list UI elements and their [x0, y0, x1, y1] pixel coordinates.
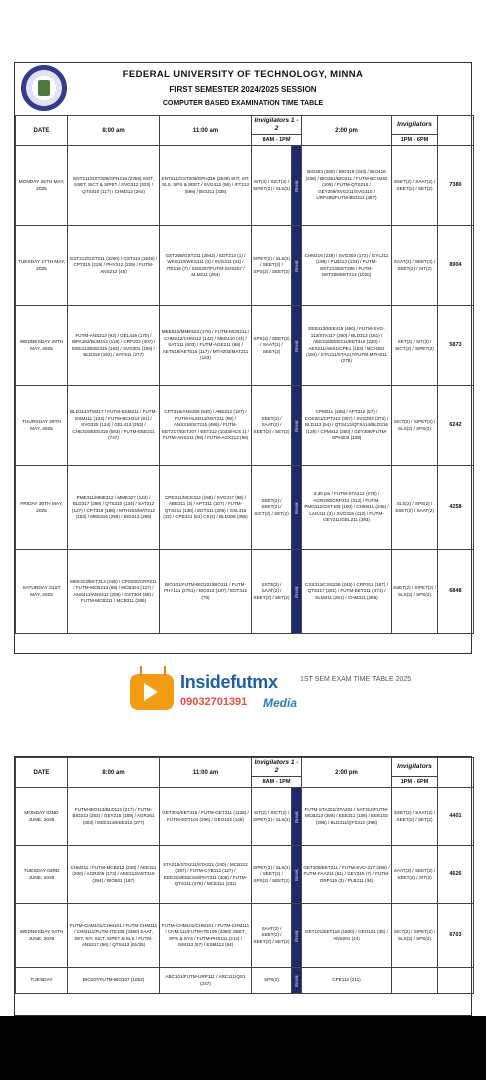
- student-count-cell: [438, 968, 474, 994]
- slot-2pm-cell: CPM211 (185) / APT312 (57) / COS201/CPT212 (357) / SVG303 (372) / BLD113 (54) / QTS413/QTS414/BLD316 (128) / CPM412 (350) / GEY308/FUTM-GPH203 (108): [302, 386, 392, 466]
- invigilators-pm-cell: SET(2) / SIT(2) / SICT(2) / SIPET(2): [392, 306, 438, 386]
- watermark-phone: 09032701391: [180, 696, 248, 708]
- date-cell: TUESDAY 03RD JUNE, 2025: [16, 846, 68, 904]
- timetable-week-2: [15, 757, 474, 994]
- invigilators-am-cell: SEET(2) / SAAT(2) / SEET(2) / SET(2): [252, 386, 292, 466]
- top-band: [0, 0, 486, 52]
- invigilators-pm-cell: SAAT(3) / SEET(2) / SEET(2) / SIT(2): [392, 846, 438, 904]
- slot-2pm-cell: 2:30 pm / FUTM-STA212 (276) / AGR200/CRP212 (312) / FUTM-PMG112/GST105 (100) / CHM411 (245) / LAG411 (3) / SVG316 (112) / FUTM-GEY211/GEL211 (293): [302, 466, 392, 550]
- invigilators-am-cell: SIPET(2) / SLS(2) / SEET(2) / SPS(2) / SEET(2): [252, 226, 292, 306]
- table-row: [16, 386, 474, 466]
- col-inv-am-time-2: 8AM - 1PM: [252, 777, 302, 788]
- table-row: [16, 466, 474, 550]
- col-date-2: DATE: [16, 758, 68, 788]
- table-row: [16, 226, 474, 306]
- student-count-cell: 6703: [438, 904, 474, 968]
- break-cell: Break: [292, 968, 302, 994]
- slot-11am-cell: GST208/GST211 (2942) / EDT213 (1) / WKS110/WKS111 (3) / SVG311 (31) / ITE116 (7) / SOS207/FUTM-SOS207 / SLM211 (264): [160, 226, 252, 306]
- table-row: [16, 146, 474, 226]
- student-count-cell: 5873: [438, 306, 474, 386]
- invigilators-pm-cell: [392, 968, 438, 994]
- timetable-week-1: [15, 115, 474, 634]
- date-cell: THURSDAY 29TH MAY, 2025: [16, 386, 68, 466]
- table-row: [16, 968, 474, 994]
- invigilators-am-cell: SPS(2) / SEET(2) / SAAT(2) / SEET(2): [252, 306, 292, 386]
- slot-2pm-cell: EEE413/EEE418 (460) / FUTM-SVG-113/STA117 (260) / BLD312 (161) / AEE315/EEE411/EET315 (220) / AES211/AES1/CPE1 (153) / BCH381 (194) / STA211/STA217/FUTM-MTH211 (278): [302, 306, 392, 386]
- invigilators-pm-cell: SSET(2) / SAAT(2) / SEET(2) / SET(2): [392, 146, 438, 226]
- invigilators-pm-cell: SICT(2) / SIPET(2) / SLS(2) / SPS(2): [392, 904, 438, 968]
- slot-11am-cell: STA215/STA211/STA221 (240) / MCB312 (367) / FUTM-CYB112 (127) / EEE315/EEE316/PHY311 (408) / FUTM-QTS111 (276) / MCE311 (231): [160, 846, 252, 904]
- session-title: FIRST SEMESTER 2024/2025 SESSION: [169, 85, 317, 94]
- date-cell: TUESDAY: [16, 968, 68, 994]
- date-cell: MONDAY 26TH MAY, 2025: [16, 146, 68, 226]
- col-invigilators-pm-2: Invigilators: [392, 758, 438, 777]
- university-title: FEDERAL UNIVERSITY OF TECHNOLOGY, MINNA: [122, 69, 364, 80]
- invigilators-pm-cell: SSET(2) / SIPET(2) / SLS(2) / SPS(2): [392, 550, 438, 634]
- invigilators-pm-cell: SAAT(3) / SEET(2) / SEET(2) / SIT(2): [392, 226, 438, 306]
- watermark-caption: 1ST SEM EXAM TIME TABLE 2025: [300, 676, 412, 683]
- break-cell: Break: [292, 550, 302, 634]
- student-count-cell: 6242: [438, 386, 474, 466]
- slot-11am-cell: CPT316/ANS206 (540) / ABE312 (187) / FUTM-HLM211/NST211 (99) / ANS318/SIT215 (486) / FUTM-EET217/EET207 / EET212 (1033/HCS 1) / FUTM-ANS211 (99) / FUTM-AGX212 (59): [160, 386, 252, 466]
- slot-2pm-cell: GET101/EET118 (1500) / GEO101 (35) / ANS201 (44): [302, 904, 392, 968]
- invigilators-pm-cell: SICT(2) / SIPET(2) / SLS(2) / SPS(2): [392, 386, 438, 466]
- student-count-cell: 8904: [438, 226, 474, 306]
- slot-8am-cell: CHM211 / FUTM-MCB212 (238) / AEE311 (200) / AGR205 (173) / AEE313/AET316 (264) / BIO501 (187): [68, 846, 160, 904]
- date-cell: MONDAY 02ND JUNE, 2025: [16, 788, 68, 846]
- invigilators-am-cell: SIPET(2) / SLS(2) / SEET(2) / SPS(2) / SEET(2): [252, 846, 292, 904]
- table-row: [16, 306, 474, 386]
- slot-8am-cell: FUTM-CHM101/CHM101 / FUTM-CHM111 / CHM111/FUTM-ITE105 (3360) SAAT, SET, SIT, SICT, SIPET & SLS / FUTM-ANS217 (56) / QTS413 (61/35): [68, 904, 160, 968]
- slot-8am-cell: MEE313/EET313 (236) / CPS200/CRP211 / FUTM-MCB213 (69) / MCB324 (127) / ANS413/ANS411 (209) / GST304 (59) / FUTM-MCB311 / MCB311 (285): [68, 550, 160, 634]
- col-invigilators-pm: Invigilators: [392, 116, 438, 135]
- col-inv-pm-time-2: 1PM - 6PM: [392, 777, 438, 788]
- slot-2pm-cell: BIO253 (280) / BIO319 (343) / BIO416 (238) / BIO381/BIO311 / FUTM-BCH252 (109) / FUTM-QTS216 / GEY209/SVG211/SVG310 / URP285/FUTM-BIO211 (387): [302, 146, 392, 226]
- slot-8am-cell: BIO107/FUTM-BIO107 (1053): [68, 968, 160, 994]
- break-cell: Break: [292, 226, 302, 306]
- break-cell: Break: [292, 146, 302, 226]
- slot-2pm-cell: FUTM-STA201/STA201 / SAT312/FUTM-MCB213 (388) / EEE311 (138) / EEE102 (298) / BLD311/QTS312 (399): [302, 788, 392, 846]
- slot-11am-cell: BIO101/FUTM-BIO101/BIO111 / FUTM-PHY111 (2751) / BIO312 (197) / EDT312 (70): [160, 550, 252, 634]
- slot-2pm-cell: CSS312/CSS236 (243) / CRP311 (187) / QTS317 (201) / FUTM-EET211 (471) / SLM311 (251) / CHM311 (266): [302, 550, 392, 634]
- break-cell: Break: [292, 466, 302, 550]
- slot-2pm-cell: GET209/EET211 / FUTM-SVG-217 (486) / FUTM-FAA211 (81) / GEY315 (7) / FUTM-GRP115 (3) / PLB211 (34): [302, 846, 392, 904]
- col-11am: 11:00 am: [160, 116, 252, 146]
- slot-8am-cell: PME311/MME312 / MME327 (124) / BLD317 (288) / QTS310 (134) / SAT212 (127) / CPT319 (186) / MTH204/MAT212 (153) / MEE315 (259) / BIO313 (285): [68, 466, 160, 550]
- date-cell: SATURDAY 31ST MAY, 2025: [16, 550, 68, 634]
- col-date: DATE: [16, 116, 68, 146]
- break-cell: Break: [292, 386, 302, 466]
- timetable-subtitle: COMPUTER BASED EXAMINATION TIME TABLE: [162, 100, 324, 107]
- invigilators-am-cell: SIT(3) / SICT(2) / SIPET(2) / SLS(2): [252, 146, 292, 226]
- invigilators-am-cell: SEET(2) / SEET(2) / SICT(2) / SET(2): [252, 466, 292, 550]
- timetable-page-2: [14, 756, 472, 1016]
- watermark-media: Media: [263, 696, 298, 710]
- student-count-cell: 4401: [438, 788, 474, 846]
- slot-8am-cell: FUTM-BIO113/BLD112 (217) / FUTM-BIO213 (253) / GEY215 (159) / AGR261 (303) / EEE314/EEE312 (277): [68, 788, 160, 846]
- slot-11am-cell: CPE311/MCE312 (158) / SVG317 (95) / ABE211 (3) / APT311 (107) / FUTM-QTS211 (136) / EDT311 (206) / GSL416 (32) / CPE321 (61) CS(4) / BLD206 (355): [160, 466, 252, 550]
- invigilators-am-cell: SIT(2) / SICT(2) / SIPET(2) / SLS(2): [252, 788, 292, 846]
- university-logo-icon: [21, 65, 67, 111]
- invigilators-pm-cell: SLS(2) / SPS(2) / SSET(2) / SAAT(2): [392, 466, 438, 550]
- table-row: [16, 846, 474, 904]
- tv-logo-icon: [130, 674, 174, 710]
- table-row: [16, 550, 474, 634]
- slot-11am-cell: ABC101/FUTM-URP111 / ARC111/QS1 (247): [160, 968, 252, 994]
- date-cell: WEDNESDAY 04TH JUNE, 2025: [16, 904, 68, 968]
- slot-8am-cell: GST212/GST211 (2280) / GST113 (1549) / CPT315 (219) / PHY312 (229) / FUTM-ANS212 (45): [68, 226, 160, 306]
- table-row: [16, 904, 474, 968]
- timetable-page-1: [14, 62, 472, 654]
- col-invigilators-am-2: Invigilators 1 - 2: [252, 758, 302, 777]
- invigilators-am-cell: SAAT(2) / SEET(2) / SEET(2) / SET(2): [252, 904, 292, 968]
- col-inv-pm-time: 1PM - 6PM: [392, 135, 438, 146]
- col-8am-2: 8:00 am: [68, 758, 160, 788]
- slot-11am-cell: ENT211/GST209/GPH219 (2549) SIIT, SIT, SLS, SPS & SEET / SVG412 (56) / IFT213 (598) / BIO311 (335): [160, 146, 252, 226]
- invigilators-pm-cell: SSET(2) / SAAT(2) / SEET(2) / SET(2): [392, 788, 438, 846]
- slot-8am-cell: FUTM-ANS213 (92) / GEL419 (170) / WPA263/BLM212 (118) / CRP322 (307) / EEE313/EEE315 (163) / SVG301 (159) / BLD319 (152) / SAT511 (277): [68, 306, 160, 386]
- col-11am-2: 11:00 am: [160, 758, 252, 788]
- col-8am: 8:00 am: [68, 116, 160, 146]
- student-count-cell: 4626: [438, 846, 474, 904]
- slot-8am-cell: BLD314/ITM317 / FUTM-ESM211 / FUTM-ESM111 (103) / FUTM-BCH214 (61) / SVG325 (124) / GEL413 (253) / CHE316/EEE315 (583) / FUTM-EEE211 (747): [68, 386, 160, 466]
- break-cell: Break: [292, 904, 302, 968]
- slot-11am-cell: FUTM-CHM101/CHM101 / FUTM-CHM111 / CHM 111/FUTM-ITE105 (3360) SEET, SPS & SYS / FUTM-PHS111 (212) / ISM113 (87) / ESM113 (64): [160, 904, 252, 968]
- slot-11am-cell: MEE515/MME523 (178) / FUTM-MCB211 / CHM212/CHM112 (142) / MEE410 (44) / SAT111 (603) / FUTM-AGE211 (86) / AET518/AET515 (117) / MTH203/MAT211 (153): [160, 306, 252, 386]
- slot-2pm-cell: CPE112 (211): [302, 968, 392, 994]
- col-inv-am-time: 8AM - 1PM: [252, 135, 302, 146]
- col-2pm-2: 2:00 pm: [302, 758, 392, 788]
- student-count-cell: 7380: [438, 146, 474, 226]
- slot-2pm-cell: CHM216 (238) / SVG303 (172) / GYL211 (198) / PLB413 (134) / FUTM-EET213/EET206 / FUTM-GET205/EET214 (1020): [302, 226, 392, 306]
- date-cell: FRIDAY 30TH MAY, 2025: [16, 466, 68, 550]
- break-cell: Break: [292, 846, 302, 904]
- break-cell: Break: [292, 306, 302, 386]
- date-cell: WEDNESDAY 28TH MAY, 2025: [16, 306, 68, 386]
- bottom-band: [0, 1016, 486, 1080]
- student-count-cell: 4258: [438, 466, 474, 550]
- student-count-cell: 6848: [438, 550, 474, 634]
- watermark-brand: Insidefutmx: [180, 672, 278, 692]
- slot-11am-cell: GET301/EET315 / FUTM-GET211 (1128) / FUTM-EDT104 (206) / GEO102 (148): [160, 788, 252, 846]
- invigilators-am-cell: SPS(2): [252, 968, 292, 994]
- col-invigilators-am: Invigilators 1 - 2: [252, 116, 302, 135]
- table-row: [16, 788, 474, 846]
- date-cell: TUESDAY 27TH MAY, 2025: [16, 226, 68, 306]
- col-2pm: 2:00 pm: [302, 116, 392, 146]
- invigilators-am-cell: SSTE(2) / SAAT(2) / SEET(2) / SET(2): [252, 550, 292, 634]
- break-cell: Break: [292, 788, 302, 846]
- slot-8am-cell: ENT211/GST209/GPH219 (2359) SSIT, SSET, SICT & SIPET / SVG312 (333) / QTS410 (117) / CHM312 (264): [68, 146, 160, 226]
